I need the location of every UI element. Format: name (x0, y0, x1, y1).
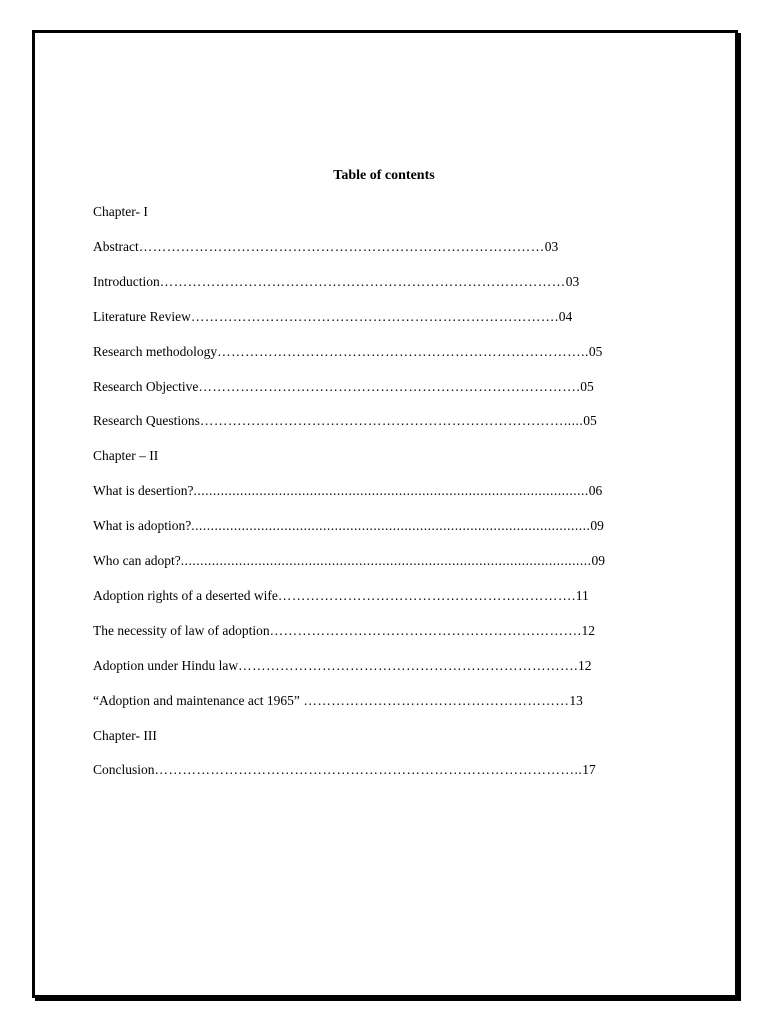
toc-dot-leader: ………………………………………………………. (277, 587, 576, 603)
toc-page-number: 03 (544, 238, 559, 254)
toc-entry (93, 483, 602, 499)
toc-dot-leader: ………………………………………………… (303, 692, 570, 708)
toc-page-number: 12 (581, 622, 595, 638)
toc-entry-label: Literature Review (93, 308, 191, 324)
toc-entry-label: The necessity of law of adoption (93, 622, 270, 638)
toc-page-number: 05 (588, 343, 603, 359)
toc-entry (93, 239, 558, 255)
toc-entry-label: Adoption rights of a deserted wife (93, 587, 278, 603)
toc-entry-label: “Adoption and maintenance act 1965” (93, 692, 304, 708)
toc-entry (93, 344, 602, 360)
toc-dot-leader: .......................................................................................................... (180, 553, 592, 568)
toc-dot-leader: ……………………………………………………………………………….. (154, 762, 583, 778)
toc-entry-label: What is desertion? (93, 483, 194, 499)
toc-page-number: 09 (590, 518, 604, 534)
toc-entry (93, 658, 591, 674)
toc-entry (93, 553, 605, 569)
toc-dot-leader: …………………………………………………………. (269, 622, 582, 638)
toc-page-number: 05 (583, 413, 597, 429)
toc-entry (93, 379, 594, 395)
toc-entry-label: Research Questions (93, 413, 200, 429)
toc-page-number: 06 (588, 483, 603, 499)
toc-page-number: 04 (558, 308, 573, 324)
toc-entry-label: Chapter- I (93, 204, 148, 219)
toc-title: Table of contents (333, 168, 435, 183)
toc-entry-label: Research Objective (93, 378, 199, 394)
toc-entry-label: Adoption under Hindu law (93, 657, 239, 673)
toc-entry (93, 413, 597, 429)
toc-entry (93, 518, 604, 534)
toc-page-number: 03 (565, 273, 580, 289)
toc-entry-label: Who can adopt? (93, 553, 181, 568)
toc-entry-label: Conclusion (93, 762, 155, 778)
toc-chapter-heading (93, 448, 158, 464)
toc-dot-leader: ...................................................................................................... (193, 483, 589, 499)
toc-dot-leader: ……………………………………………………………………..... (199, 413, 584, 429)
toc-entry-label: Chapter – II (93, 448, 159, 464)
toc-entry-label: Chapter- III (93, 727, 157, 743)
toc-entry (93, 693, 583, 709)
toc-entry (93, 274, 579, 290)
toc-entry-label: What is adoption? (93, 518, 192, 534)
toc-entry-label: Abstract (93, 238, 139, 254)
toc-page-number: 09 (591, 553, 605, 568)
toc-page-number: 13 (569, 692, 583, 708)
toc-dot-leader: …………………………………………………………………………… (159, 273, 566, 289)
toc-dot-leader: …………………………………………………………………….. (217, 343, 589, 359)
toc-entry-label: Introduction (93, 273, 160, 289)
toc-dot-leader: …………………………………………………………………………… (138, 238, 545, 254)
toc-dot-leader: ....................................................................................................... (191, 518, 591, 534)
toc-dot-leader: ………………………………………………………………………. (198, 378, 581, 394)
toc-chapter-heading (93, 728, 157, 744)
toc-entry (93, 309, 572, 325)
toc-dot-leader: ……………………………………………………………………. (190, 308, 559, 324)
toc-entry (93, 623, 595, 639)
toc-entry (93, 762, 596, 778)
toc-chapter-heading (93, 204, 148, 220)
toc-page-number: 11 (575, 587, 589, 603)
toc-page-number: 17 (582, 762, 596, 778)
toc-page-number: 12 (577, 657, 592, 673)
toc-dot-leader: ………………………………………………………………. (238, 657, 578, 673)
toc-entry (93, 588, 589, 604)
toc-entry-label: Research methodology (93, 343, 218, 359)
toc-page-number: 05 (580, 378, 594, 394)
